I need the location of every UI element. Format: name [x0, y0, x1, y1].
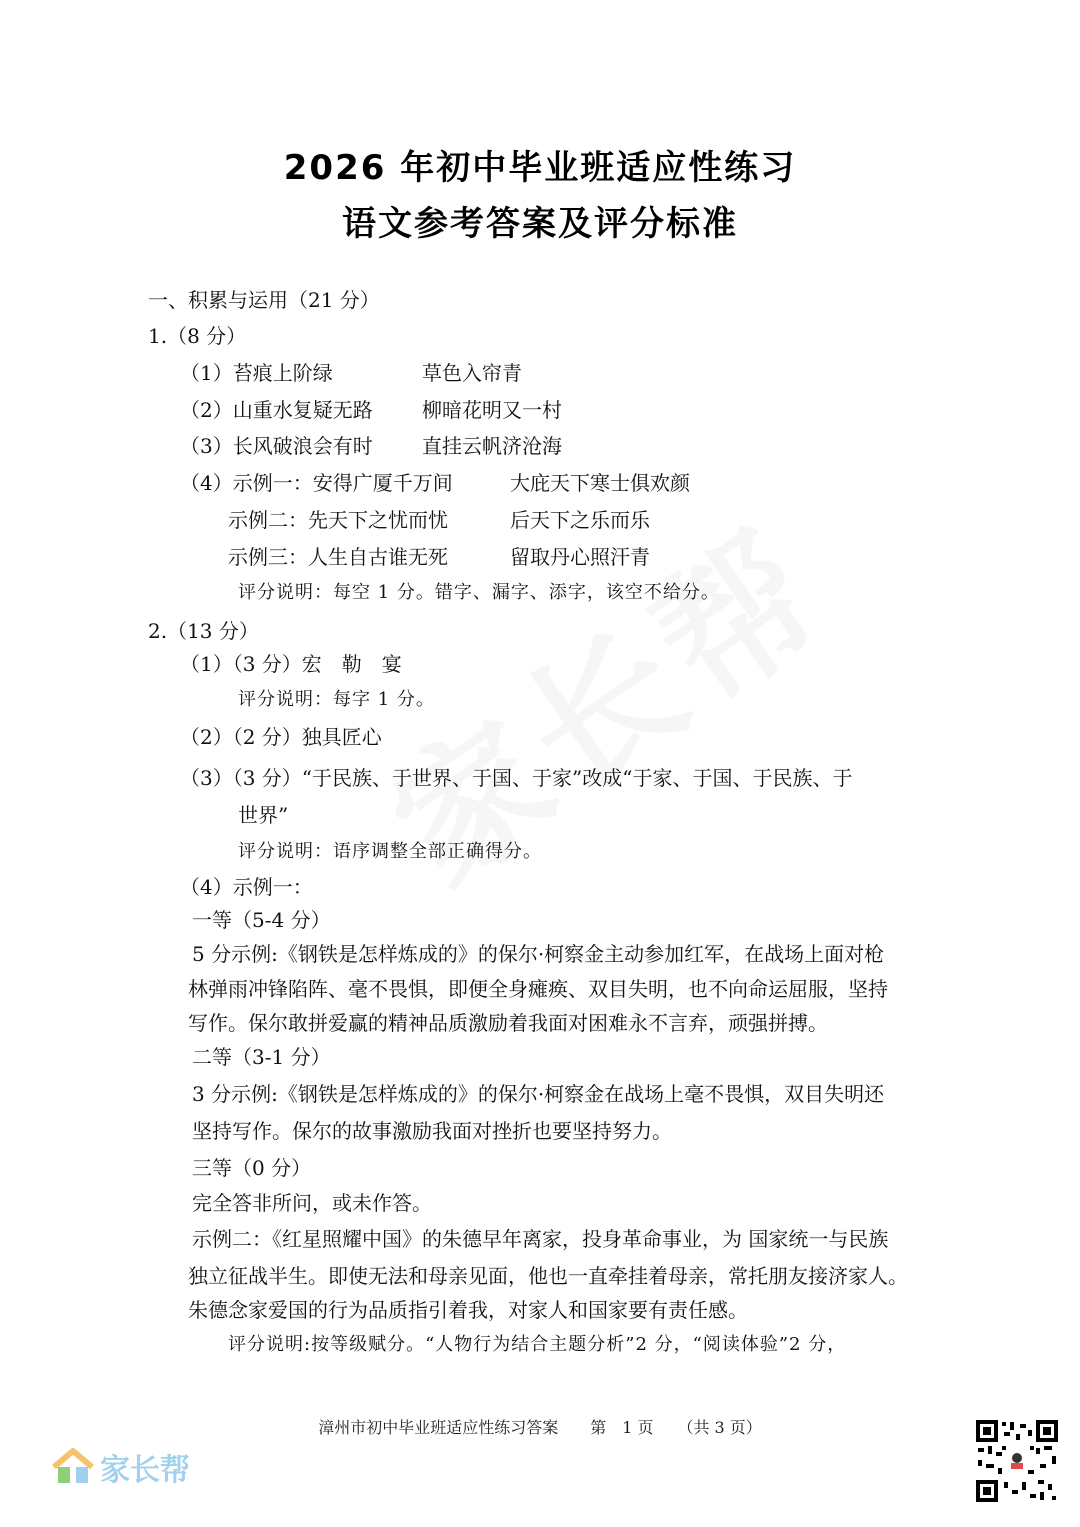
- qr-code-icon: [974, 1418, 1060, 1504]
- grade-2-heading: 二等（3-1 分）: [192, 1045, 331, 1069]
- page-subtitle: 语文参考答案及评分标准: [342, 204, 738, 244]
- answer-1-6-a: 示例三：人生自古谁无死: [228, 545, 448, 569]
- example-2-line3: 朱德念家爱国的行为品质指引着我，对家人和国家要有责任感。: [188, 1298, 748, 1322]
- scoring-note-1: 评分说明：每空 1 分。错字、漏字、添字，该空不给分。: [238, 582, 720, 603]
- grade-1-example-line1: 5 分示例:《钢铁是怎样炼成的》的保尔·柯察金主动参加红军，在战场上面对枪: [192, 942, 885, 966]
- example-2-line2: 独立征战半生。即使无法和母亲见面，他也一直牵挂着母亲，常托朋友接济家人。: [188, 1264, 908, 1288]
- scoring-note-2-3: 评分说明：语序调整全部正确得分。: [238, 841, 542, 862]
- answer-1-6-b: 留取丹心照汗青: [510, 545, 650, 569]
- answer-1-4-b: 大庇天下寒士俱欢颜: [510, 471, 690, 495]
- answer-1-5-a: 示例二：先天下之忧而忧: [228, 508, 448, 532]
- answer-2-3-line1: （3）（3 分）“于民族、于世界、于国、于家”改成“于家、于国、于民族、于: [180, 766, 853, 790]
- grade-3-heading: 三等（0 分）: [192, 1156, 312, 1180]
- answer-1-3-b: 直挂云帆济沧海: [422, 434, 562, 458]
- logo-text: 家长帮: [100, 1453, 190, 1488]
- scoring-note-final: 评分说明:按等级赋分。“人物行为结合主题分析”2 分，“阅读体验”2 分，: [228, 1334, 847, 1355]
- section-heading: 一、积累与运用（21 分）: [148, 288, 380, 312]
- page-footer: 漳州市初中毕业班适应性练习答案 第 1 页 （共 3 页）: [318, 1418, 762, 1437]
- question-2-heading: 2.（13 分）: [148, 619, 259, 643]
- scoring-note-2-1: 评分说明：每字 1 分。: [238, 689, 435, 710]
- house-logo-icon: [50, 1447, 96, 1487]
- page-title: 2026 年初中毕业班适应性练习: [283, 148, 797, 188]
- answer-2-2: （2）（2 分）独具匠心: [180, 725, 382, 749]
- question-1-heading: 1.（8 分）: [148, 324, 247, 348]
- answer-1-1-b: 草色入帘青: [422, 361, 522, 385]
- grade-3-text: 完全答非所问，或未作答。: [192, 1191, 432, 1215]
- answer-1-2-b: 柳暗花明又一村: [422, 398, 562, 422]
- answer-1-1-a: （1）苔痕上阶绿: [180, 361, 333, 385]
- answer-1-2-a: （2）山重水复疑无路: [180, 398, 373, 422]
- example-2-line1: 示例二：《红星照耀中国》的朱德早年离家，投身革命事业，为 国家统一与民族: [192, 1227, 889, 1251]
- answer-2-3-line2: 世界”: [238, 803, 289, 827]
- answer-1-5-b: 后天下之乐而乐: [510, 508, 650, 532]
- answer-2-1: （1）（3 分）宏 勒 宴: [180, 652, 402, 676]
- grade-1-example-line2: 林弹雨冲锋陷阵、毫不畏惧，即便全身瘫痪、双目失明，也不向命运屈服，坚持: [188, 977, 888, 1001]
- answer-2-4-heading: （4）示例一：: [180, 875, 313, 899]
- grade-2-example-line1: 3 分示例:《钢铁是怎样炼成的》的保尔·柯察金在战场上毫不畏惧，双目失明还: [192, 1082, 885, 1106]
- grade-1-example-line3: 写作。保尔敢拼爱赢的精神品质激励着我面对困难永不言弃，顽强拼搏。: [188, 1011, 828, 1035]
- brand-logo: [50, 1442, 190, 1492]
- grade-2-example-line2: 坚持写作。保尔的故事激励我面对挫折也要坚持努力。: [192, 1119, 672, 1143]
- answer-1-3-a: （3）长风破浪会有时: [180, 434, 373, 458]
- grade-1-heading: 一等（5-4 分）: [192, 908, 331, 932]
- answer-1-4-a: （4）示例一：安得广厦千万间: [180, 471, 453, 495]
